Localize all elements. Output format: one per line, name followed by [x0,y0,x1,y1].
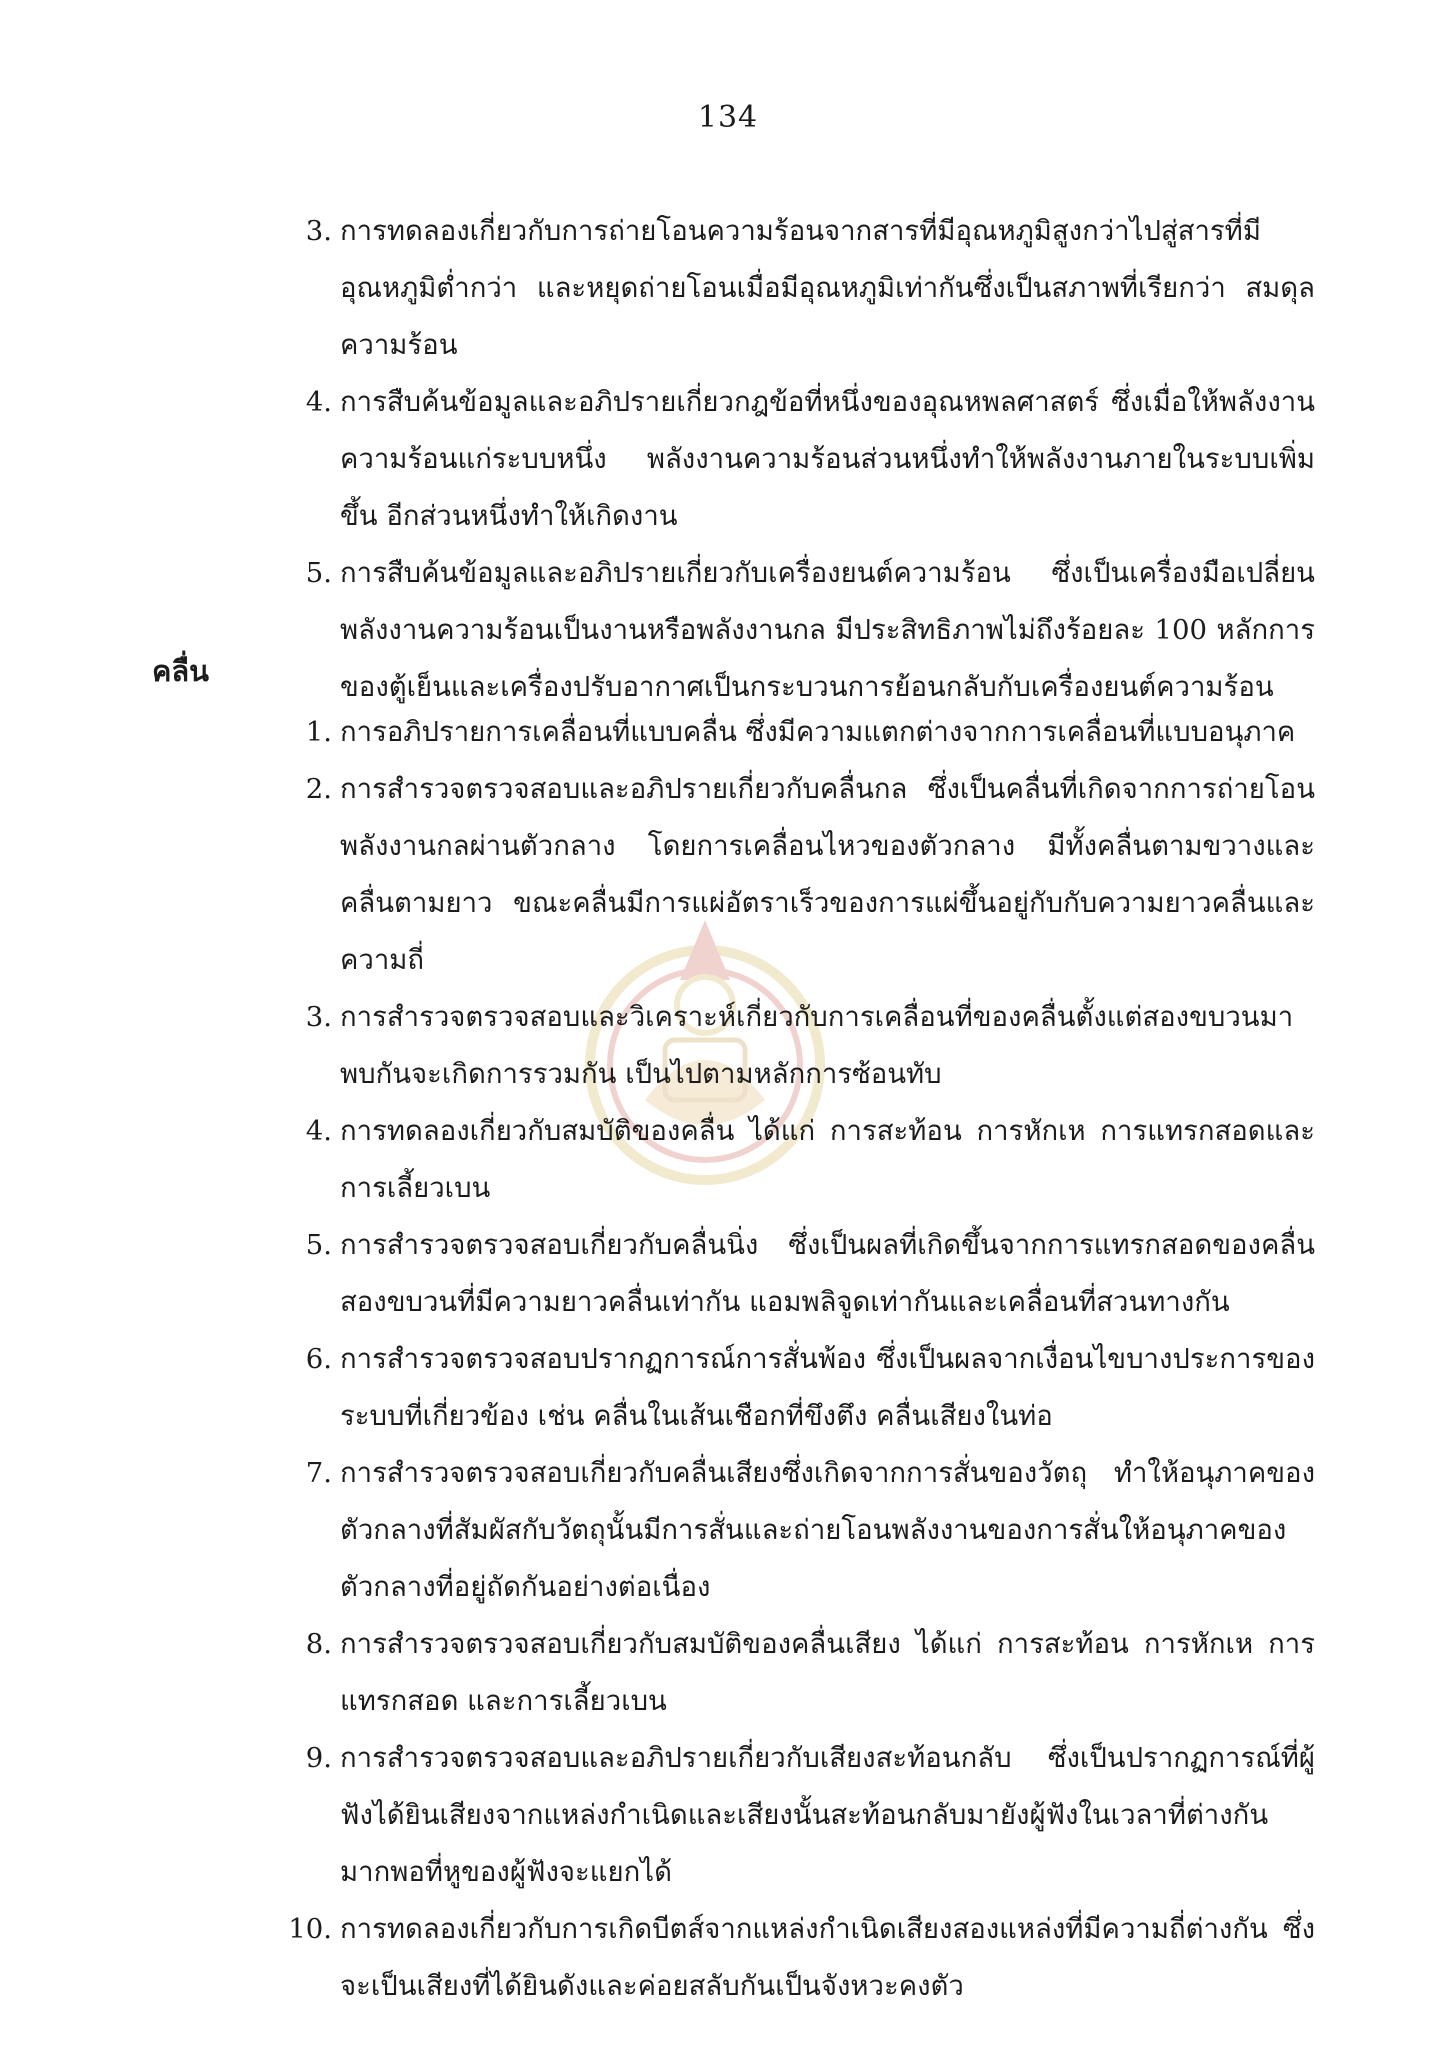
list-item-number: 3. [305,1001,332,1033]
list-item-number: 3. [305,215,332,247]
list-item-text: การทดลองเกี่ยวกับการถ่ายโอนความร้อนจากสารที่มีอุณหภูมิสูงกว่าไปสู่สารที่มีอุณหภูมิต่ำกว่า และหยุดถ่ายโอนเมื่อมีอุณหภูมิเท่ากันซึ่งเป็นสภาพที่เรียกว่า สมดุลความร้อน [340,215,1315,361]
list-item-text: การสำรวจตรวจสอบเกี่ยวกับสมบัติของคลื่นเสียง ได้แก่ การสะท้อน การหักเห การแทรกสอด และการเลี้ยวเบน [340,1628,1315,1717]
list-item [305,1217,1315,1331]
section-heat-items [0,203,1456,716]
list-item-number: 8. [305,1628,332,1660]
list-item [305,1445,1315,1616]
section-heading-waves: คลื่น [152,654,209,688]
list-item-text: การสำรวจตรวจสอบปรากฏการณ์การสั่นพ้อง ซึ่งเป็นผลจากเงื่อนไขบางประการของระบบที่เกี่ยวข้อง เช่น คลื่นในเส้นเชือกที่ขึงตึง คลื่นเสียงในท่อ [340,1343,1315,1432]
list-item [305,1103,1315,1217]
list-item [305,203,1315,374]
list-item-number: 4. [305,386,332,418]
list-item-text: การสำรวจตรวจสอบเกี่ยวกับคลื่นเสียงซึ่งเกิดจากการสั่นของวัตถุ ทำให้อนุภาคของตัวกลางที่สัมผัสกับวัตถุนั้นมีการสั่นและถ่ายโอนพลังงานของการสั่นให้อนุภาคของตัวกลางที่อยู่ถัดกันอย่างต่อเนื่อง [340,1457,1315,1603]
list-item-number: 5. [305,1229,332,1261]
list-item-number: 7. [305,1457,332,1489]
list-item-number: 6. [305,1343,332,1375]
list-item [305,545,1315,716]
list-item [305,1616,1315,1730]
section-waves-items [0,704,1456,2015]
list-item-number: 9. [305,1742,332,1774]
list-item-number: 1. [305,716,332,748]
list-item-number: 4. [305,1115,332,1147]
list-item-number: 5. [305,557,332,589]
list-item [305,989,1315,1103]
list-item [305,1730,1315,1901]
page-number: 134 [697,100,759,135]
list-item [305,374,1315,545]
list-item-number: 10. [288,1913,332,1945]
list-item-text: การสำรวจตรวจสอบและวิเคราะห์เกี่ยวกับการเคลื่อนที่ของคลื่นตั้งแต่สองขบวนมาพบกันจะเกิดการรวมกัน เป็นไปตามหลักการซ้อนทับ [340,1001,1294,1090]
list-item-text: การทดลองเกี่ยวกับการเกิดบีตส์จากแหล่งกำเนิดเสียงสองแหล่งที่มีความถี่ต่างกัน ซึ่งจะเป็นเสียงที่ได้ยินดังและค่อยสลับกันเป็นจังหวะคงตัว [340,1913,1315,2002]
list-item-number: 2. [305,773,332,805]
list-item-text: การสืบค้นข้อมูลและอภิปรายเกี่ยวกฎข้อที่หนึ่งของอุณหพลศาสตร์ ซึ่งเมื่อให้พลังงานความร้อนแก่ระบบหนึ่ง พลังงานความร้อนส่วนหนึ่งทำให้พลังงานภายในระบบเพิ่มขึ้น อีกส่วนหนึ่งทำให้เกิดงาน [340,386,1315,532]
list-item-text: การสำรวจตรวจสอบและอภิปรายเกี่ยวกับเสียงสะท้อนกลับ ซึ่งเป็นปรากฏการณ์ที่ผู้ฟังได้ยินเสียงจากแหล่งกำเนิดและเสียงนั้นสะท้อนกลับมายังผู้ฟังในเวลาที่ต่างกันมากพอที่หูของผู้ฟังจะแยกได้ [340,1742,1315,1888]
list-item-text: การทดลองเกี่ยวกับสมบัติของคลื่น ได้แก่ การสะท้อน การหักเห การแทรกสอดและการเลี้ยวเบน [340,1115,1315,1204]
list-item-text: การสำรวจตรวจสอบเกี่ยวกับคลื่นนิ่ง ซึ่งเป็นผลที่เกิดขึ้นจากการแทรกสอดของคลื่นสองขบวนที่มีความยาวคลื่นเท่ากัน แอมพลิจูดเท่ากันและเคลื่อนที่สวนทางกัน [340,1229,1315,1318]
list-item [288,1901,1315,2015]
list-item-text: การอภิปรายการเคลื่อนที่แบบคลื่น ซึ่งมีความแตกต่างจากการเคลื่อนที่แบบอนุภาค [340,716,1296,748]
list-item [305,1331,1315,1445]
list-item [305,704,1315,761]
list-item-text: การสำรวจตรวจสอบและอภิปรายเกี่ยวกับคลื่นกล ซึ่งเป็นคลื่นที่เกิดจากการถ่ายโอนพลังงานกลผ่านตัวกลาง โดยการเคลื่อนไหวของตัวกลาง มีทั้งคลื่นตามขวางและคลื่นตามยาว ขณะคลื่นมีการแผ่อัตราเร็วของการแผ่ขึ้นอยู่กับกับความยาวคลื่นและความถี่ [340,773,1315,976]
list-item-text: การสืบค้นข้อมูลและอภิปรายเกี่ยวกับเครื่องยนต์ความร้อน ซึ่งเป็นเครื่องมือเปลี่ยนพลังงานความร้อนเป็นงานหรือพลังงานกล มีประสิทธิภาพไม่ถึงร้อยละ 100 หลักการของตู้เย็นและเครื่องปรับอากาศเป็นกระบวนการย้อนกลับกับเครื่องยนต์ความร้อน [340,557,1315,703]
list-item [305,761,1315,989]
